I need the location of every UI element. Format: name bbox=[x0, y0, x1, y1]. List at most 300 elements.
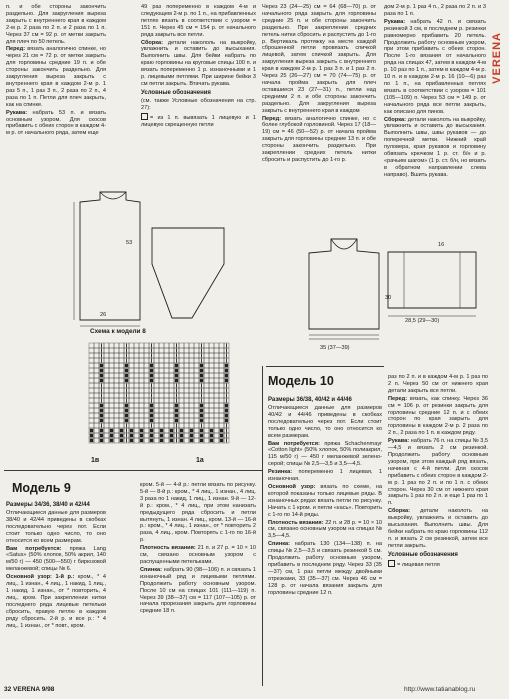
chart-cell bbox=[214, 398, 219, 403]
chart-cell bbox=[194, 423, 199, 428]
chart-stitch-mark bbox=[150, 379, 153, 382]
chart-stitch-mark bbox=[175, 414, 178, 417]
chart-stitch-mark bbox=[200, 414, 203, 417]
chart-cell bbox=[144, 428, 149, 433]
chart-stitch-mark bbox=[200, 374, 203, 377]
chart-stitch-mark bbox=[150, 429, 153, 432]
chart-cell bbox=[134, 363, 139, 368]
chart-cell bbox=[139, 378, 144, 383]
chart-stitch-mark bbox=[225, 409, 228, 412]
chart-cell bbox=[129, 378, 134, 383]
chart-stitch-mark bbox=[160, 439, 163, 442]
model10-column: Размеры 36/38, 40/42 и 44/46 Отличающиеся данные для размеров 40/42 и 44/46 приведены в скобках последовательно через пот. Если стоит только одно число, то оно относится ко всем размерам. Вам потребуется: пряжа Schachenmayr «Cotton light» (50% хлопок, 50% полиакрил, 115 м/50 г) — 450 г меланжевой зелено-серой; спицы № 2,5—3,5 и 3,5—4,5. Резинка: попеременно 1 лицевая, 1 изнаночная. Основной узор: вязать по схеме, на которой показаны только лицевые ряды. В изнаночных рядах вязать петли по рисунку. Начать с 1 кром. и петли «кась». Повторить с 1-го по 14-й ряды. Плотность вязания: 22 п. и 28 р. = 10 × 10 см, связано основным узором на спицах № 3,5—4,5. Спинка: набрать 130 (134—138) п. на спицы № 2,5—3,5 и связать резинкой 5 см. Продолжить работу основным узором, прибавить в последнем ряду. Через 33 (35—37) см, 1 раз петли между двойными отрезками, 33 (35—37) см. Через 46 см = 128 р. от начала вязания закрыть для горловины средние 12 п. bbox=[268, 397, 383, 596]
front-text: Перед: вязать аналогично спинке, но через 21 см = 72 р. от метки закрыть для горловины средние 19 п. и обе стороны закончить раздельно. Для закругления выреза закрыть с внутреннего края в каждом 2-м р. 1 раз 5 п., 1 раз 3 п., 2 раза по 2 п., 4 раза по 1 п. Петли для плеч закрыть, как на спинке. bbox=[6, 46, 106, 108]
chart-cell bbox=[184, 388, 189, 393]
chart-cell bbox=[159, 413, 164, 418]
chart-cell bbox=[94, 348, 99, 353]
chart-cell bbox=[209, 413, 214, 418]
chart-cell bbox=[164, 438, 169, 443]
chart-cell bbox=[184, 418, 189, 423]
chart-cell bbox=[179, 403, 184, 408]
chart-cell bbox=[194, 403, 199, 408]
chart-cell bbox=[164, 423, 169, 428]
chart-cell bbox=[169, 353, 174, 358]
chart-cell bbox=[144, 358, 149, 363]
chart-cell bbox=[169, 388, 174, 393]
chart-cell bbox=[154, 413, 159, 418]
chart-cell bbox=[94, 418, 99, 423]
chart-label-1b: 1в bbox=[91, 457, 100, 464]
chart-cell bbox=[164, 428, 169, 433]
chart-cell bbox=[184, 393, 189, 398]
chart-cell bbox=[219, 358, 224, 363]
chart-cell bbox=[204, 363, 209, 368]
chart-cell bbox=[109, 398, 114, 403]
chart-stitch-mark bbox=[200, 409, 203, 412]
chart-cell bbox=[169, 423, 174, 428]
chart-cell bbox=[119, 423, 124, 428]
chart-cell bbox=[159, 343, 164, 348]
chart-cell bbox=[169, 368, 174, 373]
chart-cell bbox=[189, 343, 194, 348]
chart-stitch-mark bbox=[90, 439, 93, 442]
chart-stitch-mark bbox=[140, 429, 143, 432]
chart-cell bbox=[169, 383, 174, 388]
chart-cell bbox=[114, 383, 119, 388]
chart-stitch-mark bbox=[100, 434, 103, 437]
model10-sleeve-diagram bbox=[384, 248, 484, 322]
chart-cell bbox=[159, 363, 164, 368]
chart-cell bbox=[109, 388, 114, 393]
chart-stitch-mark bbox=[110, 429, 113, 432]
chart-cell bbox=[159, 398, 164, 403]
chart-cell bbox=[89, 378, 94, 383]
chart-cell bbox=[169, 398, 174, 403]
model8-body-diagram bbox=[70, 190, 150, 330]
chart-cell bbox=[154, 398, 159, 403]
chart-stitch-mark bbox=[210, 434, 213, 437]
chart-cell bbox=[89, 413, 94, 418]
chart-cell bbox=[194, 388, 199, 393]
chart-cell bbox=[119, 408, 124, 413]
legend-symbol-icon bbox=[388, 560, 395, 567]
divider bbox=[266, 366, 384, 367]
chart-cell bbox=[114, 348, 119, 353]
chart-cell bbox=[119, 358, 124, 363]
chart-cell bbox=[169, 373, 174, 378]
chart-cell bbox=[94, 353, 99, 358]
chart-cell bbox=[189, 348, 194, 353]
chart-cell bbox=[164, 373, 169, 378]
chart-cell bbox=[94, 363, 99, 368]
chart-cell bbox=[89, 408, 94, 413]
chart-cell bbox=[179, 343, 184, 348]
chart-cell bbox=[184, 408, 189, 413]
chart-stitch-mark bbox=[170, 429, 173, 432]
chart-cell bbox=[204, 368, 209, 373]
chart-stitch-mark bbox=[175, 404, 178, 407]
chart-cell bbox=[209, 373, 214, 378]
chart-cell bbox=[214, 388, 219, 393]
chart-stitch-mark bbox=[125, 414, 128, 417]
chart-cell bbox=[184, 383, 189, 388]
chart-cell bbox=[154, 358, 159, 363]
divider bbox=[4, 470, 262, 471]
chart-cell bbox=[134, 408, 139, 413]
chart-cell bbox=[189, 373, 194, 378]
chart-cell bbox=[204, 413, 209, 418]
chart-cell bbox=[134, 423, 139, 428]
side-tab: VERENA bbox=[491, 32, 503, 84]
chart-stitch-mark bbox=[125, 419, 128, 422]
chart-cell bbox=[209, 398, 214, 403]
chart-cell bbox=[194, 378, 199, 383]
chart-stitch-mark bbox=[225, 404, 228, 407]
chart-cell bbox=[169, 403, 174, 408]
chart-cell bbox=[184, 343, 189, 348]
chart-cell bbox=[154, 348, 159, 353]
chart-cell bbox=[209, 358, 214, 363]
chart-cell bbox=[214, 368, 219, 373]
chart-cell bbox=[144, 433, 149, 438]
chart-stitch-mark bbox=[170, 439, 173, 442]
chart-cell bbox=[194, 433, 199, 438]
chart-cell bbox=[169, 358, 174, 363]
sleeves-text-cont: 49 раз попеременно в каждом 4-м и следующем 2-м р. по 1 п., на прибавленных петлях вязать в соответствии с узором = 151 п. Через 45 см = 154 р. от начального ряда закрыть все петли. bbox=[141, 4, 256, 38]
chart-cell bbox=[89, 368, 94, 373]
chart-cell bbox=[189, 378, 194, 383]
chart-stitch-mark bbox=[140, 434, 143, 437]
chart-cell bbox=[109, 403, 114, 408]
chart-stitch-mark bbox=[120, 434, 123, 437]
chart-cell bbox=[139, 393, 144, 398]
chart-stitch-mark bbox=[150, 414, 153, 417]
chart-stitch-mark bbox=[180, 434, 183, 437]
chart-cell bbox=[169, 343, 174, 348]
watermark: http://www.tatianablog.ru bbox=[404, 686, 476, 693]
chart-cell bbox=[154, 378, 159, 383]
chart-cell bbox=[119, 368, 124, 373]
chart-cell bbox=[104, 383, 109, 388]
chart-cell bbox=[144, 398, 149, 403]
chart-cell bbox=[219, 353, 224, 358]
chart-cell bbox=[154, 368, 159, 373]
chart-cell bbox=[194, 393, 199, 398]
chart-cell bbox=[139, 408, 144, 413]
chart-cell bbox=[109, 353, 114, 358]
chart-cell bbox=[154, 428, 159, 433]
chart-cell bbox=[134, 353, 139, 358]
chart-cell bbox=[209, 348, 214, 353]
chart-cell bbox=[154, 363, 159, 368]
chart-cell bbox=[164, 383, 169, 388]
chart-cell bbox=[154, 353, 159, 358]
chart-cell bbox=[184, 353, 189, 358]
chart-cell bbox=[94, 383, 99, 388]
chart-cell bbox=[154, 403, 159, 408]
chart-cell bbox=[89, 418, 94, 423]
chart-cell bbox=[134, 343, 139, 348]
chart-cell bbox=[109, 373, 114, 378]
chart-cell bbox=[194, 363, 199, 368]
chart-cell bbox=[94, 373, 99, 378]
chart-cell bbox=[204, 403, 209, 408]
chart-cell bbox=[139, 358, 144, 363]
chart-cell bbox=[209, 383, 214, 388]
chart-cell bbox=[144, 418, 149, 423]
chart-stitch-mark bbox=[175, 409, 178, 412]
chart-cell bbox=[144, 393, 149, 398]
chart-cell bbox=[94, 428, 99, 433]
chart-cell bbox=[139, 383, 144, 388]
chart-cell bbox=[89, 358, 94, 363]
chart-cell bbox=[159, 393, 164, 398]
page-folio: 32 VERENA 9/98 bbox=[4, 686, 55, 693]
schema-caption: Схема к модели 8 bbox=[90, 328, 146, 335]
chart-cell bbox=[219, 413, 224, 418]
chart-cell bbox=[204, 428, 209, 433]
chart-cell bbox=[164, 403, 169, 408]
chart-cell bbox=[184, 348, 189, 353]
column-2 bbox=[141, 4, 256, 130]
chart-cell bbox=[134, 383, 139, 388]
chart-cell bbox=[169, 413, 174, 418]
chart-cell bbox=[134, 378, 139, 383]
chart-stitch-mark bbox=[150, 439, 153, 442]
chart-stitch-mark bbox=[200, 404, 203, 407]
chart-cell bbox=[129, 363, 134, 368]
chart-stitch-mark bbox=[150, 419, 153, 422]
chart-cell bbox=[184, 413, 189, 418]
dim-label: 26 bbox=[100, 312, 107, 318]
chart-stitch-mark bbox=[190, 429, 193, 432]
chart-cell bbox=[204, 358, 209, 363]
chart-cell bbox=[104, 428, 109, 433]
chart-stitch-mark bbox=[140, 439, 143, 442]
chart-cell bbox=[134, 403, 139, 408]
column-3 bbox=[262, 4, 376, 165]
chart-cell bbox=[89, 393, 94, 398]
chart-cell bbox=[219, 418, 224, 423]
chart-cell bbox=[214, 378, 219, 383]
chart-cell bbox=[194, 358, 199, 363]
chart-cell bbox=[164, 353, 169, 358]
chart-cell bbox=[154, 418, 159, 423]
chart-cell bbox=[209, 403, 214, 408]
chart-cell bbox=[134, 368, 139, 373]
chart-cell bbox=[194, 383, 199, 388]
front-text-m10: Перед: вязать аналогично спинке, но с более глубокой горловиной. Через 17 (18—19) см = 46 (50—52) р. от начала пройма закрыть для горловины средние 13 п. и обе стороны закончить раздельно. При закреплении средних петель нитки сбросить и распустить до 1-го р. bbox=[262, 115, 376, 163]
chart-cell bbox=[214, 373, 219, 378]
chart-stitch-mark bbox=[120, 429, 123, 432]
chart-cell bbox=[109, 413, 114, 418]
chart-cell bbox=[119, 403, 124, 408]
chart-cell bbox=[104, 423, 109, 428]
chart-cell bbox=[189, 388, 194, 393]
chart-stitch-mark bbox=[175, 419, 178, 422]
chart-cell bbox=[139, 398, 144, 403]
chart-cell bbox=[119, 378, 124, 383]
chart-cell bbox=[104, 418, 109, 423]
chart-cell bbox=[164, 358, 169, 363]
chart-cell bbox=[139, 343, 144, 348]
chart-cell bbox=[94, 343, 99, 348]
chart-stitch-mark bbox=[125, 364, 128, 367]
chart-stitch-mark bbox=[100, 409, 103, 412]
model8-sleeve-diagram bbox=[148, 224, 228, 324]
chart-cell bbox=[214, 408, 219, 413]
chart-cell bbox=[144, 368, 149, 373]
column-1 bbox=[6, 4, 106, 138]
chart-cell bbox=[129, 358, 134, 363]
chart-stitch-mark bbox=[150, 434, 153, 437]
chart-cell bbox=[159, 368, 164, 373]
chart-cell bbox=[179, 388, 184, 393]
chart-cell bbox=[189, 353, 194, 358]
legend-symbol-icon bbox=[141, 113, 148, 120]
chart-cell bbox=[184, 378, 189, 383]
chart-cell bbox=[179, 413, 184, 418]
chart-stitch-mark bbox=[150, 369, 153, 372]
chart-stitch-mark bbox=[160, 434, 163, 437]
chart-cell bbox=[209, 408, 214, 413]
chart-cell bbox=[94, 403, 99, 408]
chart-cell bbox=[144, 383, 149, 388]
chart-cell bbox=[134, 393, 139, 398]
chart-cell bbox=[94, 388, 99, 393]
chart-cell bbox=[119, 388, 124, 393]
chart-cell bbox=[154, 383, 159, 388]
chart-cell bbox=[204, 353, 209, 358]
chart-cell bbox=[114, 378, 119, 383]
chart-cell bbox=[109, 368, 114, 373]
chart-cell bbox=[89, 423, 94, 428]
chart-cell bbox=[184, 358, 189, 363]
chart-cell bbox=[134, 418, 139, 423]
chart-cell bbox=[204, 423, 209, 428]
chart-cell bbox=[129, 423, 134, 428]
chart-cell bbox=[189, 408, 194, 413]
chart-cell bbox=[214, 418, 219, 423]
chart-cell bbox=[114, 388, 119, 393]
chart-cell bbox=[94, 393, 99, 398]
chart-cell bbox=[204, 393, 209, 398]
chart-cell bbox=[219, 348, 224, 353]
chart-cell bbox=[189, 368, 194, 373]
chart-cell bbox=[94, 358, 99, 363]
chart-cell bbox=[179, 393, 184, 398]
chart-cell bbox=[159, 388, 164, 393]
chart-cell bbox=[159, 373, 164, 378]
chart-stitch-mark bbox=[200, 364, 203, 367]
chart-cell bbox=[109, 343, 114, 348]
chart-cell bbox=[214, 433, 219, 438]
chart-cell bbox=[119, 383, 124, 388]
chart-cell bbox=[169, 418, 174, 423]
chart-stitch-mark bbox=[150, 404, 153, 407]
chart-cell bbox=[139, 348, 144, 353]
chart-cell bbox=[139, 363, 144, 368]
chart-cell bbox=[109, 358, 114, 363]
chart-cell bbox=[144, 413, 149, 418]
chart-cell bbox=[154, 393, 159, 398]
chart-cell bbox=[94, 438, 99, 443]
chart-cell bbox=[129, 388, 134, 393]
chart-cell bbox=[214, 343, 219, 348]
chart-cell bbox=[89, 398, 94, 403]
chart-stitch-mark bbox=[160, 429, 163, 432]
chart-cell bbox=[179, 373, 184, 378]
chart-cell bbox=[114, 368, 119, 373]
chart-stitch-mark bbox=[125, 409, 128, 412]
chart-cell bbox=[209, 363, 214, 368]
chart-cell bbox=[169, 393, 174, 398]
chart-stitch-mark bbox=[90, 434, 93, 437]
chart-cell bbox=[214, 353, 219, 358]
chart-stitch-mark bbox=[120, 439, 123, 442]
chart-cell bbox=[89, 383, 94, 388]
chart-cell bbox=[184, 428, 189, 433]
chart-cell bbox=[204, 343, 209, 348]
model9-column-2: кром. 5-й — 4-й р.: петли вязать по рисунку. 5-й — 8-й р.: кром., * 4 лиц., 1 изнан., 4 лиц. 3 раза по 1 накид, 1 лиц., 1 изнан. 9-й — 12-й р.: кром., * 4 лиц., при этом нанизать предыдущего ряда сбросить и петли вытянуть, 1 изнан. 4 лиц., кром. 13-й — 16-й р.: кром., * 4 лиц., 1 изнан., от * повторить 2 раза, 4 лиц., кром. Повторять с 1-го по 16-й р. Плотность вязания: 21 п. и 27 р. = 10 × 10 см, связано основным узором с распущенными петельками. Спинка: набрать 90 (98—106) п. и связать 1 изнаночный ряд и лицевыми петлями. Продолжить работу основным узором. После 10 см на спицах 101 (111—119) п. Через 39 (38—37) см = 117 (107—105) р. от начала прорезания закрыть для горловины средние 18 п. bbox=[140, 482, 256, 615]
chart-cell bbox=[214, 383, 219, 388]
chart-cell bbox=[209, 423, 214, 428]
chart-cell bbox=[104, 343, 109, 348]
chart-cell bbox=[104, 358, 109, 363]
chart-cell bbox=[139, 373, 144, 378]
chart-stitch-mark bbox=[100, 439, 103, 442]
chart-cell bbox=[104, 433, 109, 438]
chart-cell bbox=[164, 343, 169, 348]
chart-cell bbox=[189, 383, 194, 388]
chart-cell bbox=[214, 348, 219, 353]
chart-stitch-mark bbox=[100, 419, 103, 422]
chart-cell bbox=[139, 413, 144, 418]
chart-cell bbox=[129, 343, 134, 348]
chart-cell bbox=[194, 438, 199, 443]
chart-cell bbox=[139, 403, 144, 408]
chart-cell bbox=[179, 378, 184, 383]
legend-title: Условные обозначения bbox=[141, 89, 211, 96]
chart-cell bbox=[204, 398, 209, 403]
chart-cell bbox=[209, 418, 214, 423]
chart-cell bbox=[104, 398, 109, 403]
chart-cell bbox=[219, 408, 224, 413]
chart-stitch-mark bbox=[125, 374, 128, 377]
chart-cell bbox=[169, 408, 174, 413]
model9-column-1: Размеры 34/36, 38/40 и 42/44 Отличающиеся данные для размеров 38/40 и 42/44 приведены в скобках последовательно через пот. Если стоит только одно число, то оно относится ко всем размерам. Вам потребуется: пряжа Lang «Satus» (50% хлопок, 50% акрил, 140 м/50 г) — 450 (500—550) г бирюзовой меланжевой; спицы № 6. Основной узор: 1-й р.: кром., * 4 лиц., 1 изнан., 4 лиц., 1 накид, 1 лиц., 1 накид, 1 изнан., от * повторить, 4 лиц., кром. При закреплении нитки последнего ряда лицевые петельки сбросить, правую петлю в каждом ряду сбросить. 2-й р. и все р.: * 4 лиц., 1 изнан., от * повт., кром. bbox=[6, 502, 106, 629]
chart-cell bbox=[89, 373, 94, 378]
chart-cell bbox=[89, 343, 94, 348]
chart-cell bbox=[204, 373, 209, 378]
chart-cell bbox=[109, 423, 114, 428]
chart-cell bbox=[179, 368, 184, 373]
chart-cell bbox=[204, 388, 209, 393]
chart-cell bbox=[219, 373, 224, 378]
chart-cell bbox=[114, 438, 119, 443]
sleeves-m9-text: Рукава: набрать 42 п. и связать резинкой 3 см, в последнем р. резинки равномерно прибавить 20 петель. Продолжить работу основным узором, при этом прибавить с обеих сторон. После 1-го вязания от начального ряда на спицах 47, затем в каждом 4-м р. 10 раз по 1 п., затем в каждом 4-м р. 10 п. и в каждом 2-м р. 16 (10—6) раз по 1 п., на прибавленных петлях вязать в соответствии с узором = 101 (105—109) п. Через 53 см = 149 р. от начального ряда все петли закрыть, как описано для пинов. bbox=[384, 18, 486, 115]
chart-cell bbox=[214, 428, 219, 433]
chart-cell bbox=[154, 423, 159, 428]
chart-stitch-mark bbox=[200, 429, 203, 432]
chart-cell bbox=[89, 363, 94, 368]
chart-cell bbox=[94, 408, 99, 413]
chart-cell bbox=[89, 388, 94, 393]
dim-label: 35 (37—39) bbox=[320, 345, 350, 351]
chart-cell bbox=[119, 348, 124, 353]
chart-cell bbox=[209, 343, 214, 348]
chart-cell bbox=[194, 353, 199, 358]
